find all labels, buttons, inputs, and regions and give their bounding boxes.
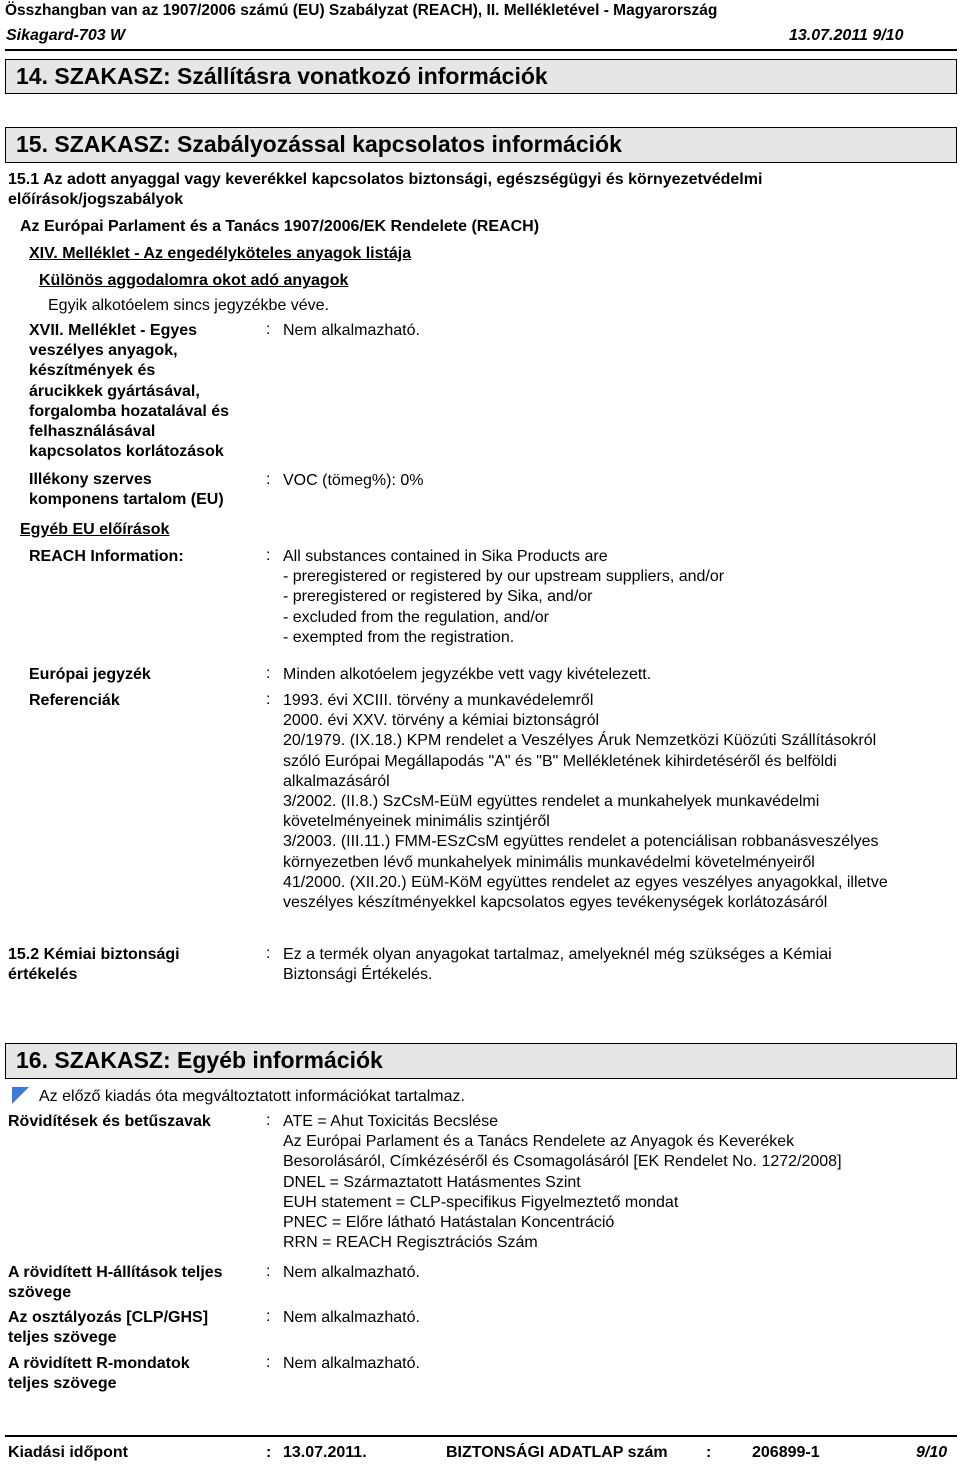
header-date-page: 13.07.2011 9/10: [789, 27, 904, 44]
references-label: Referenciák: [29, 692, 120, 709]
eu-inventory-label: Európai jegyzék: [29, 666, 151, 683]
changed-info-note: Az előző kiadás óta megváltoztatott információkat tartalmaz.: [39, 1088, 465, 1105]
section-16-heading: 16. SZAKASZ: Egyéb információk: [5, 1043, 957, 1079]
separator-colon: :: [266, 1112, 271, 1129]
reach-information-label: REACH Information:: [29, 548, 184, 565]
separator-colon: :: [266, 691, 271, 708]
section-15-1-title-line2: előírások/jogszabályok: [8, 191, 184, 208]
sds-number-label: BIZTONSÁGI ADATLAP szám: [446, 1444, 668, 1461]
abbreviations-value: ATE = Ahut Toxicitás Becslése Az Európai Parlament és a Tanács Rendelete az Anyagok és Keverékek Besorolásáról, Címkézéséről és Csomagolásáról [EK Rendelet No. 1272/2008] DNEL = Származtatott Hatásmentes Szint EUH statement = CLP-specifikus Figyelmeztető mondat PNEC = Előre látható Hatástalan Koncentráció RRN = REACH Regisztrációs Szám: [283, 1113, 842, 1252]
separator-colon: :: [266, 945, 271, 962]
annex-xvii-value: Nem alkalmazható.: [283, 322, 420, 339]
chemical-safety-assessment-label: 15.2 Kémiai biztonsági értékelés: [8, 946, 180, 984]
separator-colon: :: [266, 1308, 271, 1325]
sds-number-value: 206899-1: [752, 1444, 820, 1461]
annex-xiv-title: XIV. Melléklet - Az engedélyköteles anyagok listája: [29, 245, 412, 262]
section-14-heading: 14. SZAKASZ: Szállításra vonatkozó információk: [5, 59, 957, 94]
issue-date-label: Kiadási időpont: [8, 1444, 128, 1461]
separator-colon: :: [706, 1444, 712, 1461]
reach-regulation-title: Az Európai Parlament és a Tanács 1907/2006/EK Rendelete (REACH): [20, 218, 540, 235]
footer-divider: [5, 1435, 957, 1437]
separator-colon: :: [266, 471, 271, 488]
product-name: Sikagard-703 W: [6, 27, 126, 44]
svhc-title: Különös aggodalomra okot adó anyagok: [39, 272, 349, 289]
abbreviations-label: Rövidítések és betűszavak: [8, 1113, 211, 1130]
h-statements-value: Nem alkalmazható.: [283, 1264, 420, 1281]
section-15-heading: 15. SZAKASZ: Szabályozással kapcsolatos információk: [5, 127, 957, 163]
issue-date-value: 13.07.2011.: [283, 1444, 367, 1461]
r-phrases-value: Nem alkalmazható.: [283, 1355, 420, 1372]
references-value: 1993. évi XCIII. törvény a munkavédelemről 2000. évi XXV. törvény a kémiai biztonságról 20/1979. (IX.18.) KPM rendelet a Veszélyes Áruk Nemzetközi Küözúti Szállításokról szóló Európai Megállapodás "A" és "B" Mellékletének kihirdetéséről és belföldi alkalmazásáról 3/2002. (II.8.) SzCsM-EüM együttes rendelet a munkahelyek munkavédelmi követelményeinek minimális szintjéről 3/2003. (III.11.) FMM-ESzCsM együttes rendelet a potenciálisan robbanásveszélyes környezetben lévő munkahelyek minimális munkavédelmi követelményeiről 41/2000. (XII.20.) EüM-KöM együttes rendelet az egyes veszélyes anyagokkal, illetve veszélyes készítményekkel kapcsolatos egyes tevékenységek korlátozásáról: [283, 692, 888, 912]
separator-colon: :: [266, 547, 271, 564]
separator-colon: :: [266, 1354, 271, 1371]
voc-label: Illékony szerves komponens tartalom (EU): [29, 471, 224, 509]
page-number: 9/10: [916, 1444, 948, 1461]
eu-inventory-value: Minden alkotóelem jegyzékbe vett vagy kivételezett.: [283, 666, 652, 683]
clp-classification-label: Az osztályozás [CLP/GHS] teljes szövege: [8, 1309, 209, 1347]
change-marker-icon: [12, 1087, 29, 1104]
separator-colon: :: [266, 665, 271, 682]
chemical-safety-assessment-value: Ez a termék olyan anyagokat tartalmaz, amelyeknél még szükséges a Kémiai Biztonsági Értékelés.: [283, 946, 832, 984]
svhc-value: Egyik alkotóelem sincs jegyzékbe véve.: [48, 297, 330, 314]
annex-xvii-label: XVII. Melléklet - Egyes veszélyes anyagok, készítmények és árucikkek gyártásával, forgalomba hozatalával és felhasználásával kapcsolatos korlátozások: [29, 322, 230, 461]
separator-colon: :: [266, 321, 271, 338]
reach-information-value: All substances contained in Sika Products are - preregistered or registered by our upstream suppliers, and/or - preregistered or registered by Sika, and/or - excluded from the regulation, and/or - exempted from the registration.: [283, 548, 725, 646]
voc-value: VOC (tömeg%): 0%: [283, 472, 424, 489]
separator-colon: :: [266, 1263, 271, 1280]
separator-colon: :: [266, 1444, 272, 1461]
header-divider: [5, 49, 957, 51]
h-statements-label: A rövidített H-állítások teljes szövege: [8, 1264, 223, 1302]
section-15-1-title-line1: 15.1 Az adott anyaggal vagy keverékkel kapcsolatos biztonsági, egészségügyi és környezetvédelmi: [8, 171, 763, 188]
clp-classification-value: Nem alkalmazható.: [283, 1309, 420, 1326]
other-eu-regulations-title: Egyéb EU előírások: [20, 521, 170, 538]
document-header-title: Összhangban van az 1907/2006 számú (EU) Szabályzat (REACH), II. Mellékletével - Magyarország: [5, 2, 718, 19]
r-phrases-label: A rövidített R-mondatok teljes szövege: [8, 1355, 190, 1393]
